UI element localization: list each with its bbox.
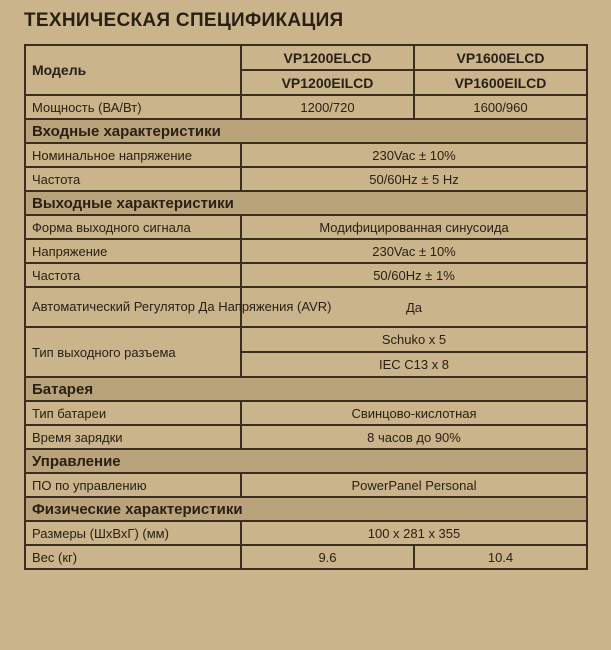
model-col1-a: VP1200ELCD [241, 45, 414, 70]
table-row [25, 545, 587, 569]
output-outlet-iec: IEC C13 x 8 [241, 352, 587, 377]
page-title: ТЕХНИЧЕСКАЯ СПЕЦИФИКАЦИЯ [24, 10, 344, 31]
table-row [25, 401, 587, 425]
model-label: Модель [25, 45, 241, 95]
battery-section-row [25, 377, 587, 401]
model-col2-a: VP1600ELCD [414, 45, 587, 70]
output-avr-label: Автоматический Регулятор Да Напряжения (AVR) [25, 287, 241, 327]
output-waveform-value: Модифицированная синусоида [241, 215, 587, 239]
management-software-value: PowerPanel Personal [241, 473, 587, 497]
output-voltage-value: 230Vac ± 10% [241, 239, 587, 263]
output-outlet-schuko: Schuko x 5 [241, 327, 587, 352]
power-col1: 1200/720 [241, 95, 414, 119]
table-row [25, 287, 587, 327]
physical-dimensions-label: Размеры (ШхВхГ) (мм) [25, 521, 241, 545]
input-section-heading: Входные характеристики [25, 119, 587, 143]
output-frequency-label: Частота [25, 263, 241, 287]
input-voltage-label: Номинальное напряжение [25, 143, 241, 167]
battery-type-label: Тип батареи [25, 401, 241, 425]
model-col2-b: VP1600EILCD [414, 70, 587, 95]
power-col2: 1600/960 [414, 95, 587, 119]
table-row [25, 425, 587, 449]
table-row [25, 215, 587, 239]
physical-section-row [25, 497, 587, 521]
output-section-heading: Выходные характеристики [25, 191, 587, 215]
model-row [25, 45, 587, 70]
input-section-row [25, 119, 587, 143]
table-row [25, 473, 587, 497]
physical-dimensions-value: 100 x 281 x 355 [241, 521, 587, 545]
management-section-row [25, 449, 587, 473]
battery-charge-value: 8 часов до 90% [241, 425, 587, 449]
input-voltage-value: 230Vac ± 10% [241, 143, 587, 167]
output-section-row [25, 191, 587, 215]
input-frequency-label: Частота [25, 167, 241, 191]
input-frequency-value: 50/60Hz ± 5 Hz [241, 167, 587, 191]
spec-table [24, 44, 588, 570]
model-col1-b: VP1200EILCD [241, 70, 414, 95]
table-row [25, 327, 587, 352]
table-row [25, 167, 587, 191]
table-row [25, 239, 587, 263]
physical-weight-label: Вес (кг) [25, 545, 241, 569]
physical-weight-col1: 9.6 [241, 545, 414, 569]
output-waveform-label: Форма выходного сигнала [25, 215, 241, 239]
output-outlet-label: Тип выходного разъема [25, 327, 241, 377]
output-frequency-value: 50/60Hz ± 1% [241, 263, 587, 287]
table-row [25, 263, 587, 287]
battery-type-value: Свинцово-кислотная [241, 401, 587, 425]
output-voltage-label: Напряжение [25, 239, 241, 263]
table-row [25, 521, 587, 545]
physical-section-heading: Физические характеристики [25, 497, 587, 521]
management-software-label: ПО по управлению [25, 473, 241, 497]
output-avr-value: Да [241, 287, 587, 327]
battery-charge-label: Время зарядки [25, 425, 241, 449]
table-row [25, 143, 587, 167]
power-label: Мощность (ВА/Вт) [25, 95, 241, 119]
battery-section-heading: Батарея [25, 377, 587, 401]
management-section-heading: Управление [25, 449, 587, 473]
physical-weight-col2: 10.4 [414, 545, 587, 569]
power-row [25, 95, 587, 119]
